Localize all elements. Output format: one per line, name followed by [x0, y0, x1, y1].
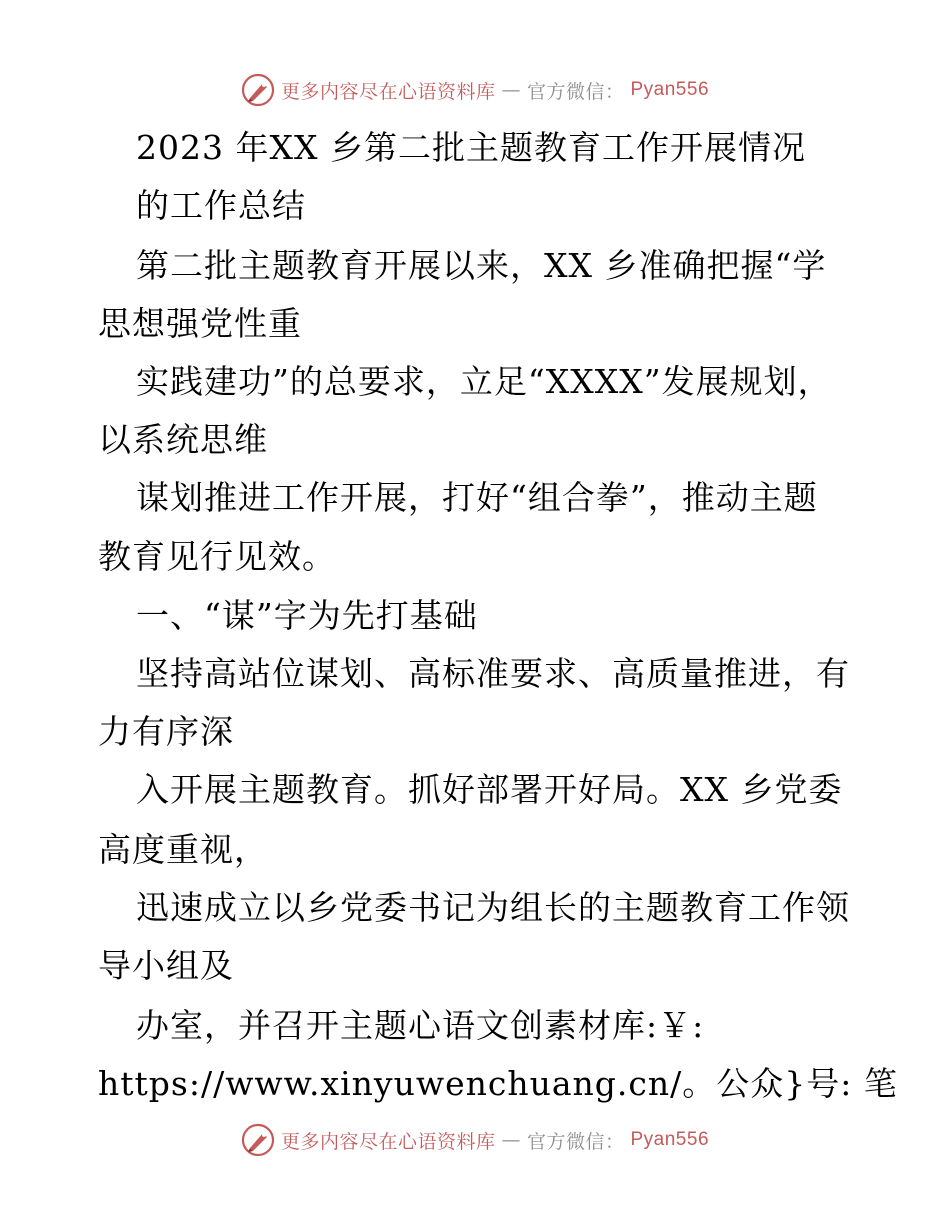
doc-paragraph-line: 谋划推进工作开展，打好“组合拳”，推动主题: [136, 478, 818, 517]
doc-title-line-2: 的工作总结: [136, 186, 306, 225]
watermark-id: Pyan556: [630, 79, 710, 100]
doc-paragraph-line: 教育见行见效。: [98, 537, 336, 576]
doc-title-line-1: 2023 年XX 乡第二批主题教育工作开展情况: [136, 128, 806, 167]
doc-paragraph-line: 实践建功”的总要求，立足“XXXX”发展规划，: [136, 362, 832, 401]
doc-paragraph-line: 高度重视，: [98, 830, 268, 869]
doc-section-heading: 一、“谋”字为先打基础: [136, 596, 478, 635]
watermark-separator: —: [501, 1129, 521, 1151]
footer-watermark: [0, 1120, 950, 1160]
doc-paragraph-line: 第二批主题教育开展以来，XX 乡准确把握“学: [136, 246, 827, 285]
watermark-text: 更多内容尽在心语资料库: [280, 1130, 496, 1153]
doc-paragraph-line: 思想强党性重: [98, 304, 302, 343]
watermark-sub: 官方微信：: [526, 1130, 625, 1153]
doc-paragraph-line: 以系统思维: [98, 420, 268, 459]
doc-paragraph-line: 坚持高站位谋划、高标准要求、高质量推进，有: [136, 654, 850, 693]
doc-paragraph-line: 力有序深: [98, 712, 234, 751]
doc-paragraph-line: 导小组及: [98, 946, 234, 985]
doc-paragraph-line: 办室，并召开主题心语文创素材库:￥:: [136, 1006, 705, 1045]
watermark-id: Pyan556: [630, 1129, 710, 1150]
doc-paragraph-line: 入开展主题教育。抓好部署开好局。XX 乡党委: [136, 770, 843, 809]
watermark-separator: —: [501, 79, 521, 101]
doc-paragraph-line: https://www.xinyuwenchuang.cn/。公众}号: 笔: [98, 1064, 898, 1103]
fountain-pen-logo-icon: [241, 1123, 275, 1157]
watermark-sub: 官方微信：: [526, 80, 625, 103]
watermark-text: 更多内容尽在心语资料库: [280, 80, 496, 103]
doc-paragraph-line: 迅速成立以乡党委书记为组长的主题教育工作领: [136, 888, 850, 927]
